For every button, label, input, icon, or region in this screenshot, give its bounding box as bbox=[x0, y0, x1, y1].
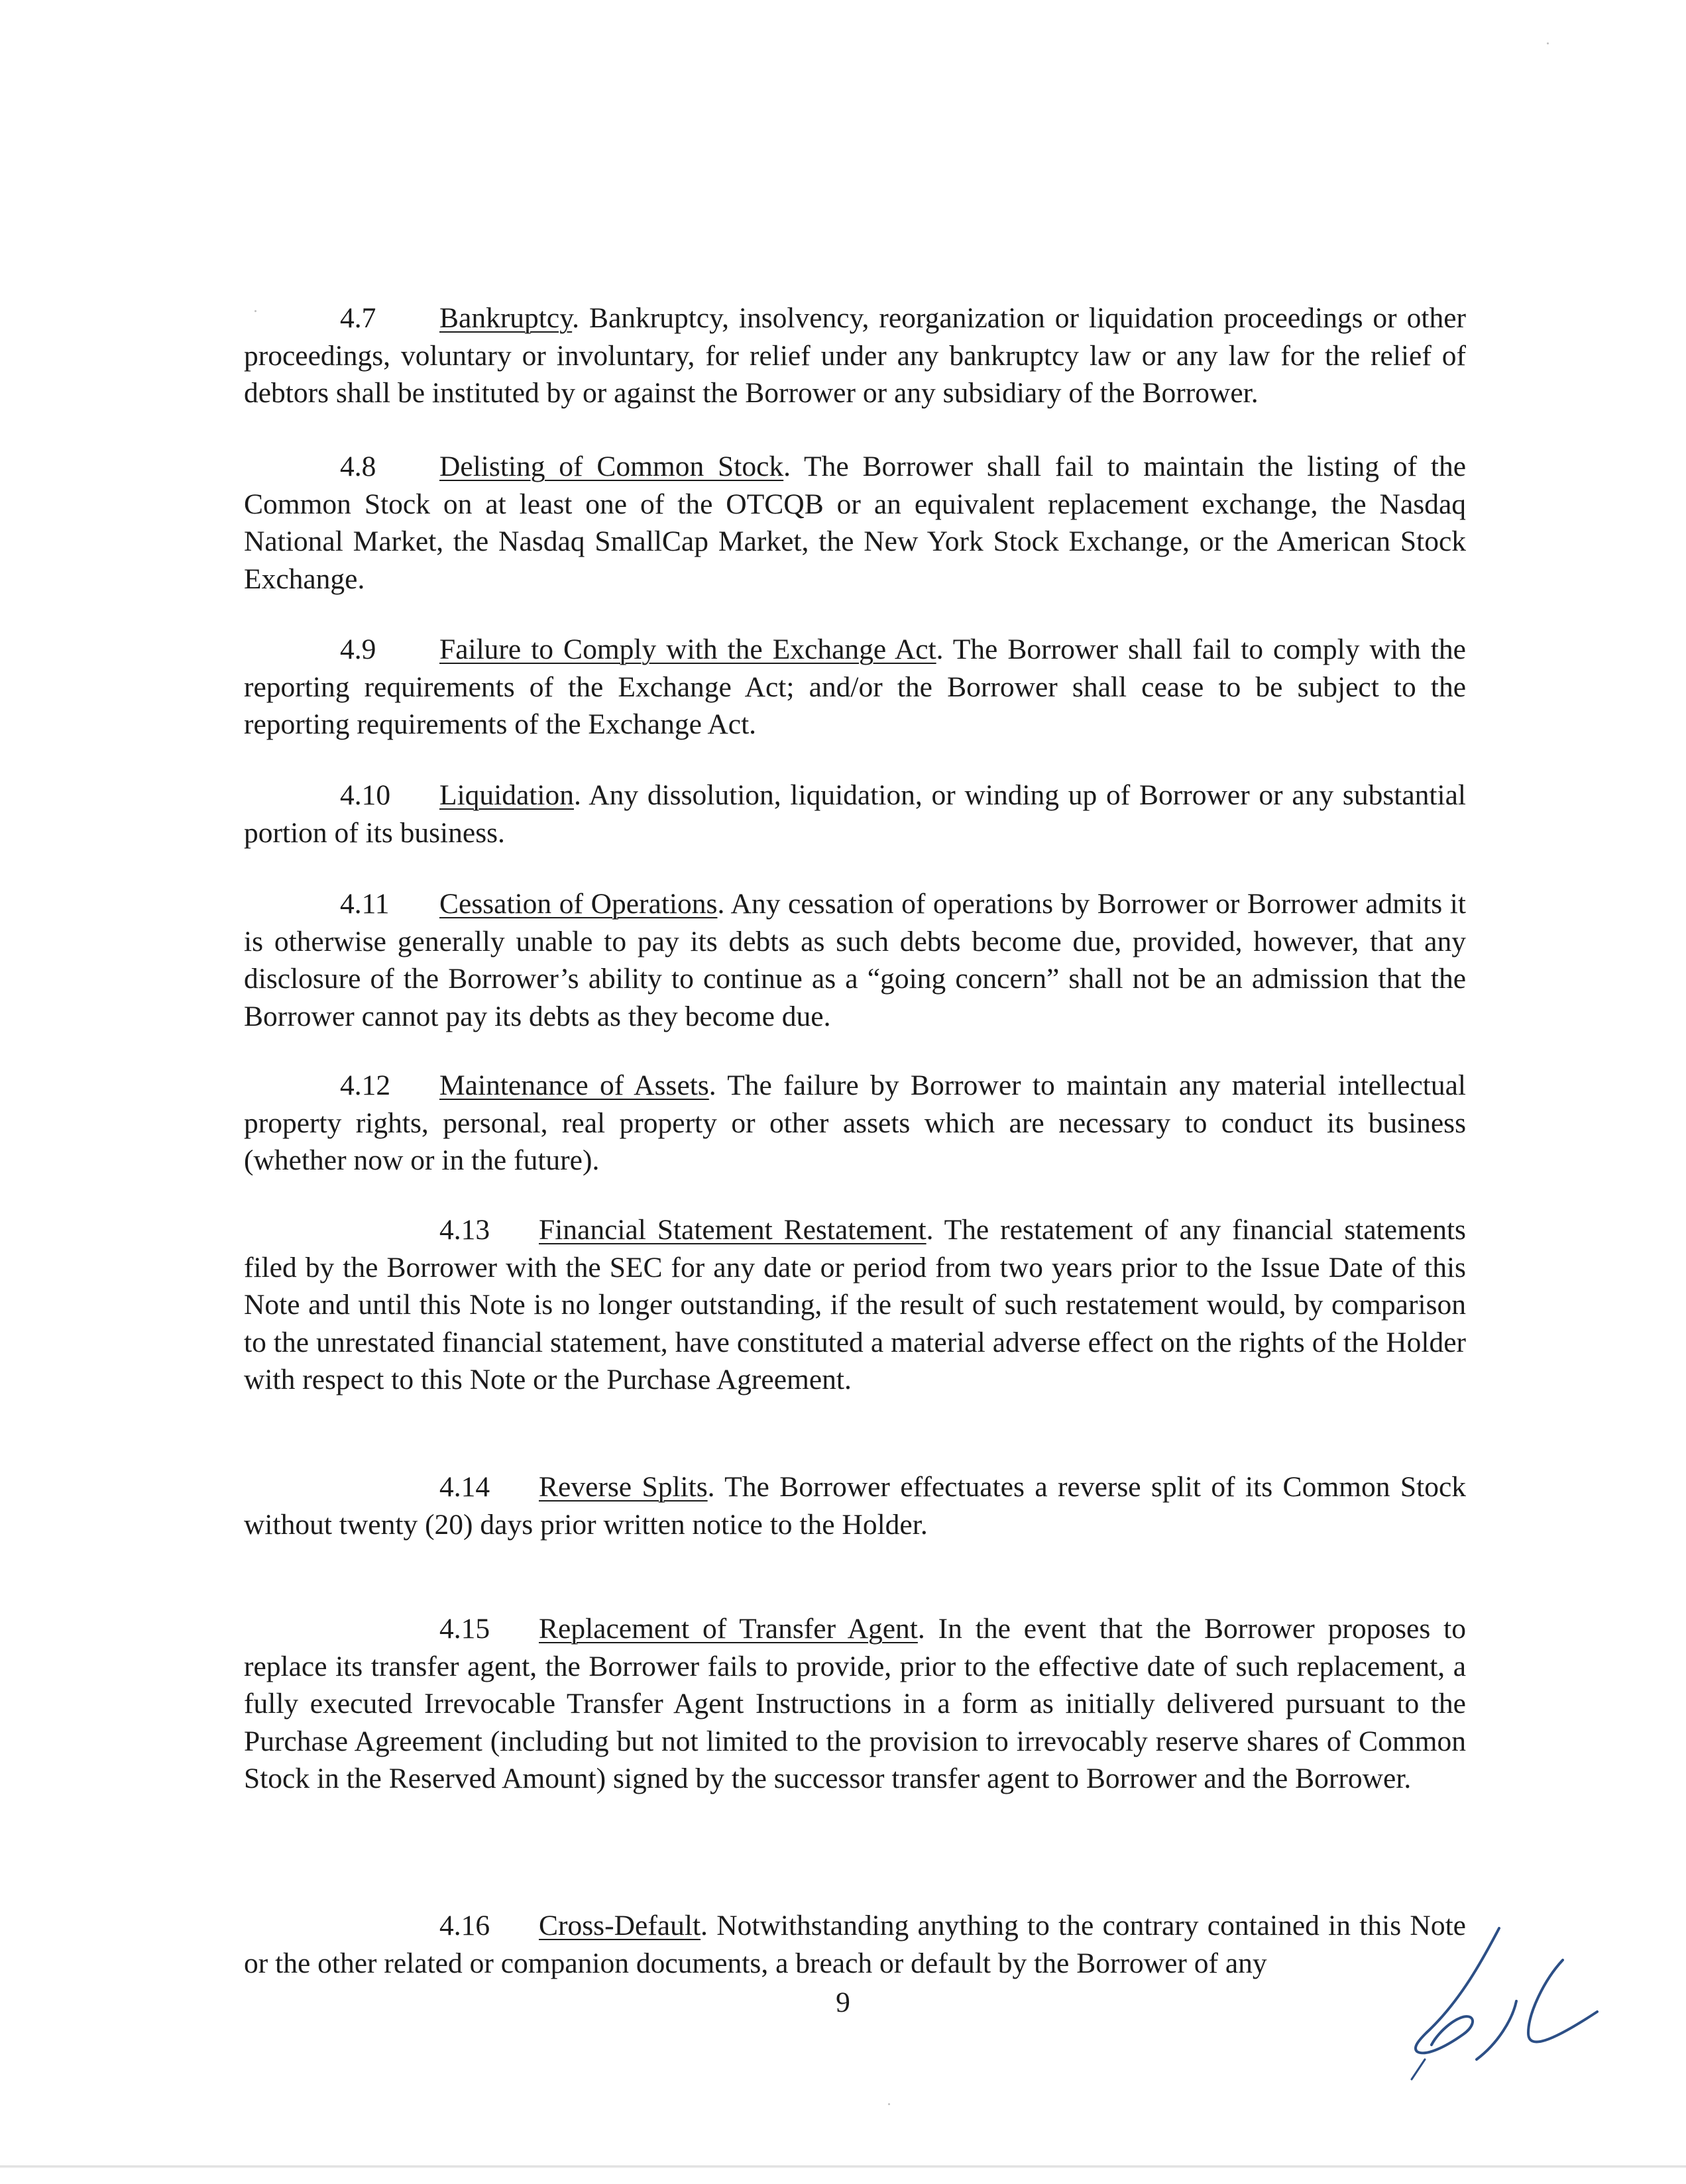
section-heading: Maintenance of Assets bbox=[439, 1069, 709, 1101]
section-heading: Reverse Splits bbox=[539, 1471, 708, 1503]
section-4-15 bbox=[244, 1610, 1466, 1798]
signature-initials bbox=[1398, 1920, 1617, 2099]
section-number: 4.8 bbox=[340, 451, 376, 482]
section-number: 4.12 bbox=[340, 1069, 391, 1101]
section-body: . The Borrower shall fail to comply with the reporting requirements of the Exchange Act; and/or the Borrower shall cease to be subject to the reporting requirements of the Exchange Act. bbox=[244, 633, 1466, 740]
section-4-13 bbox=[244, 1211, 1466, 1399]
section-number: 4.13 bbox=[439, 1214, 490, 1246]
section-heading: Cessation of Operations bbox=[439, 888, 718, 920]
section-number: 4.11 bbox=[340, 888, 390, 920]
page-number: 9 bbox=[836, 1987, 850, 2018]
section-heading: Cross-Default bbox=[539, 1910, 701, 1941]
section-4-14 bbox=[244, 1468, 1466, 1543]
scan-speck bbox=[1547, 42, 1549, 44]
section-heading: Liquidation bbox=[439, 779, 574, 811]
section-body: . The Borrower shall fail to maintain the listing of the Common Stock on at least one of the OTCQB or an equivalent replacement exchange, the Nasdaq National Market, the Nasdaq SmallCap Market, the New York Stock Exchange, or the American Stock Exchange. bbox=[244, 451, 1467, 595]
section-number: 4.16 bbox=[439, 1910, 490, 1941]
section-4-8 bbox=[244, 448, 1466, 598]
section-body: . The failure by Borrower to maintain any material intellectual property rights, personal, real property or other assets which are necessary to conduct its business (whether now or in the future). bbox=[244, 1069, 1466, 1176]
scan-speck bbox=[888, 2103, 890, 2105]
section-body: . Notwithstanding anything to the contrary contained in this Note or the other related or companion documents, a breach or default by the Borrower of any bbox=[244, 1910, 1466, 1979]
section-4-10 bbox=[244, 777, 1466, 851]
section-body: . Any dissolution, liquidation, or winding up of Borrower or any substantial portion of its business. bbox=[244, 779, 1466, 849]
section-heading: Financial Statement Restatement bbox=[539, 1214, 927, 1246]
section-body: . Bankruptcy, insolvency, reorganization or liquidation proceedings or other proceedings, voluntary or involuntary, for relief under any bankruptcy law or any law for the relief of debtors shall be instituted by or against the Borrower or any subsidiary of the Borrower. bbox=[244, 302, 1466, 409]
section-heading: Replacement of Transfer Agent bbox=[539, 1613, 918, 1645]
section-body: . The Borrower effectuates a reverse split of its Common Stock without twenty (20) days prior written notice to the Holder. bbox=[244, 1471, 1467, 1541]
section-number: 4.15 bbox=[439, 1613, 490, 1645]
section-number: 4.10 bbox=[340, 779, 391, 811]
section-number: 4.7 bbox=[340, 302, 376, 334]
section-4-7 bbox=[244, 300, 1466, 412]
section-heading: Bankruptcy bbox=[439, 302, 573, 334]
section-body: . Any cessation of operations by Borrower or Borrower admits it is otherwise generally unable to pay its debts as such debts become due, provided, however, that any disclosure of the Borrower’s ability to continue as a “going concern” shall not be an admission that the Borrower cannot pay its debts as they become due. bbox=[244, 888, 1466, 1032]
section-number: 4.9 bbox=[340, 633, 376, 665]
section-4-16 bbox=[244, 1907, 1466, 1982]
section-heading: Delisting of Common Stock bbox=[439, 451, 784, 482]
section-body: . In the event that the Borrower proposes to replace its transfer agent, the Borrower fails to provide, prior to the effective date of such replacement, a fully executed Irrevocable Transfer Agent Instructions in a form as initially delivered pursuant to the Purchase Agreement (including but not limited to the provision to irrevocably reserve shares of Common Stock in the Reserved Amount) signed by the successor transfer agent to Borrower and the Borrower. bbox=[244, 1613, 1466, 1794]
section-heading: Failure to Comply with the Exchange Act bbox=[439, 633, 936, 665]
section-4-9 bbox=[244, 631, 1466, 743]
page-edge bbox=[0, 2165, 1686, 2168]
section-body: . The restatement of any financial statements filed by the Borrower with the SEC for any date or period from two years prior to the Issue Date of this Note and until this Note is no longer outstanding, if the result of such restatement would, by comparison to the unrestated financial statement, have constituted a material adverse effect on the rights of the Holder with respect to this Note or the Purchase Agreement. bbox=[244, 1214, 1466, 1395]
section-4-12 bbox=[244, 1067, 1466, 1179]
section-number: 4.14 bbox=[439, 1471, 490, 1503]
section-4-11 bbox=[244, 885, 1466, 1035]
